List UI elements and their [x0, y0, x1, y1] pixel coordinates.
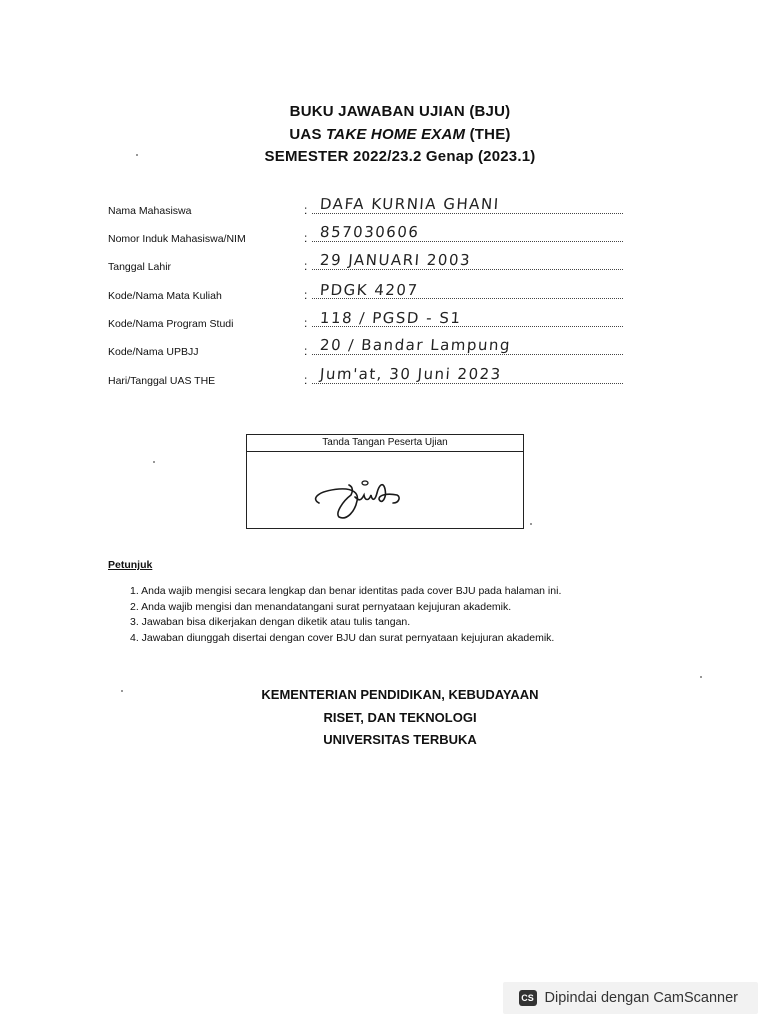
field-label-program-studi: Kode/Nama Program Studi [108, 318, 234, 330]
field-value-nama: DAFA KURNIA GHANI [319, 195, 501, 213]
field-label-mata-kuliah: Kode/Nama Mata Kuliah [108, 290, 222, 302]
university-name: UNIVERSITAS TERBUKA [323, 732, 477, 747]
field-value-program-studi: 118 / PGSD - S1 [319, 309, 463, 327]
doc-semester: SEMESTER 2022/23.2 Genap (2023.1) [264, 148, 536, 165]
ministry-name: KEMENTERIAN PENDIDIKAN, KEBUDAYAAN [261, 687, 539, 702]
subtitle-suffix: (THE) [465, 126, 511, 143]
field-colon: : [304, 288, 308, 302]
field-colon: : [304, 203, 308, 217]
field-value-nim: 857030606 [319, 223, 421, 241]
field-value-mata-kuliah: PDGK 4207 [319, 281, 420, 299]
scan-speck [530, 523, 532, 525]
instructions-heading: Petunjuk [108, 559, 153, 571]
instruction-item: 4. Jawaban diunggah disertai dengan cover BJU dan surat pernyataan kejujuran akademik. [130, 632, 555, 644]
doc-title: BUKU JAWABAN UJIAN (BJU) [289, 103, 511, 120]
signature-image [309, 455, 429, 525]
scan-speck [153, 461, 155, 463]
camscanner-icon: CS [519, 990, 537, 1006]
field-value-tanggal-lahir: 29 JANUARI 2003 [319, 251, 472, 269]
field-value-upbjj: 20 / Bandar Lampung [319, 336, 512, 354]
instruction-item: 3. Jawaban bisa dikerjakan dengan diketik atau tulis tangan. [130, 616, 411, 628]
camscanner-watermark [503, 982, 758, 1014]
field-label-nama: Nama Mahasiswa [108, 205, 192, 217]
field-colon: : [304, 373, 308, 387]
signature-box-title: Tanda Tangan Peserta Ujian [247, 435, 523, 452]
scan-speck [136, 154, 138, 156]
field-label-hari-tanggal: Hari/Tanggal UAS THE [108, 375, 216, 387]
field-label-tanggal-lahir: Tanggal Lahir [108, 261, 172, 273]
scan-speck [700, 676, 702, 678]
field-label-upbjj: Kode/Nama UPBJJ [108, 346, 199, 358]
field-value-hari-tanggal: Jum'at, 30 Juni 2023 [319, 365, 503, 383]
field-label-nim: Nomor Induk Mahasiswa/NIM [108, 233, 246, 245]
field-colon: : [304, 259, 308, 273]
field-colon: : [304, 316, 308, 330]
ministry-name-cont: RISET, DAN TEKNOLOGI [323, 710, 477, 725]
instruction-item: 1. Anda wajib mengisi secara lengkap dan benar identitas pada cover BJU pada halaman ini. [130, 585, 562, 597]
field-colon: : [304, 231, 308, 245]
scan-speck [121, 690, 123, 692]
field-colon: : [304, 344, 308, 358]
camscanner-text: Dipindai dengan CamScanner [544, 990, 738, 1006]
subtitle-italic: TAKE HOME EXAM [326, 126, 466, 143]
doc-subtitle [0, 126, 768, 143]
subtitle-prefix: UAS [289, 126, 327, 143]
instruction-item: 2. Anda wajib mengisi dan menandatangani surat pernyataan kejujuran akademik. [130, 601, 512, 613]
signature-box [246, 434, 524, 529]
